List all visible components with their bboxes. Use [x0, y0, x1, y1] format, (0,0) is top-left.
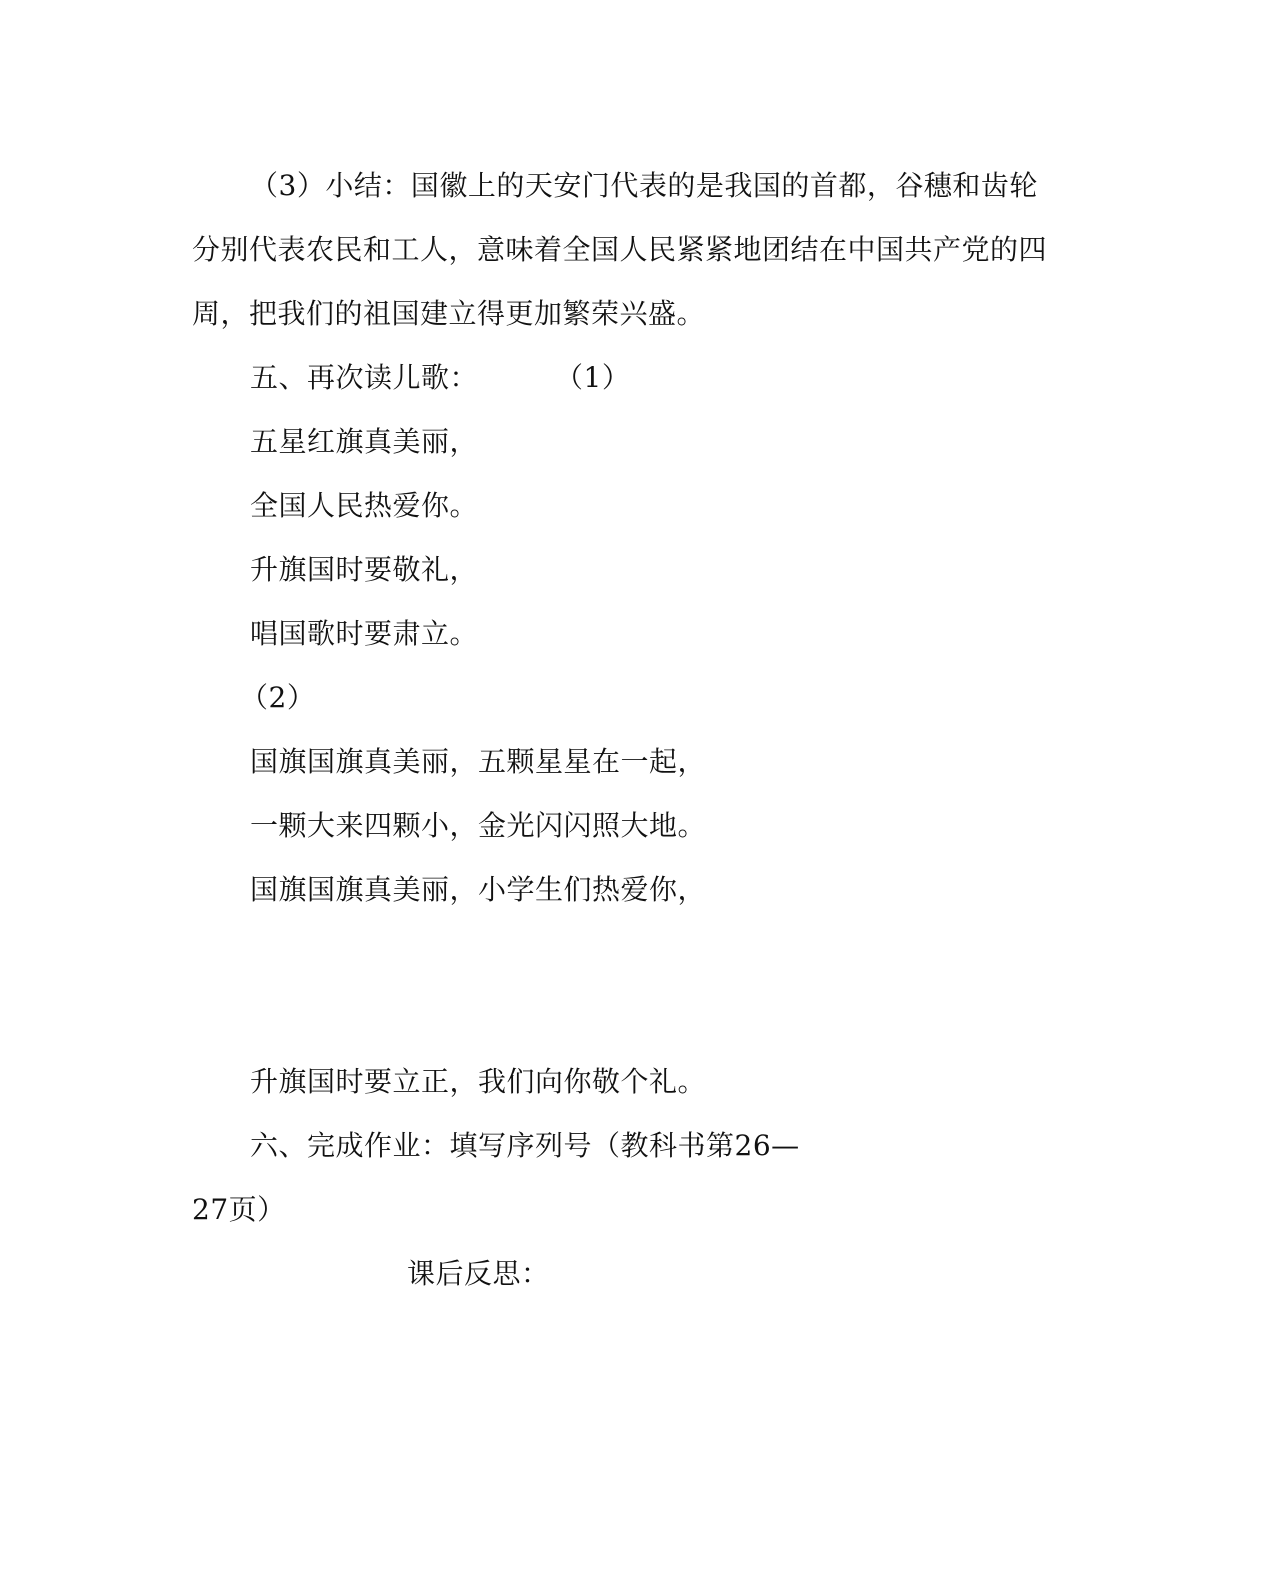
section5-heading: 五、再次读儿歌：	[250, 361, 479, 394]
section6-line-1: 六、完成作业：填写序列号（教科书第26—	[250, 1129, 800, 1162]
poem2-line-3: 国旗国旗真美丽，小学生们热爱你，	[250, 873, 707, 906]
poem1-line-1: 五星红旗真美丽，	[250, 425, 479, 458]
section6-line-2: 27页）	[192, 1193, 286, 1226]
poem1-line-4: 唱国歌时要肃立。	[250, 617, 479, 650]
poem2-label: （2）	[240, 681, 316, 714]
poem2-line-2: 一颗大来四颗小，金光闪闪照大地。	[250, 809, 707, 842]
summary-line-3: 周，把我们的祖国建立得更加繁荣兴盛。	[192, 297, 706, 330]
poem2-line-1: 国旗国旗真美丽，五颗星星在一起，	[250, 745, 707, 778]
summary-line-1: （3）小结：国徽上的天安门代表的是我国的首都，谷穗和齿轮	[250, 169, 1038, 202]
poem1-line-3: 升旗国时要敬礼，	[250, 553, 479, 586]
reflection-label: 课后反思：	[407, 1257, 550, 1290]
poem1-label: （1）	[555, 361, 631, 394]
poem2-line-4: 升旗国时要立正，我们向你敬个礼。	[250, 1065, 707, 1098]
summary-line-2: 分别代表农民和工人，意味着全国人民紧紧地团结在中国共产党的四	[192, 233, 1048, 266]
poem1-line-2: 全国人民热爱你。	[250, 489, 479, 522]
